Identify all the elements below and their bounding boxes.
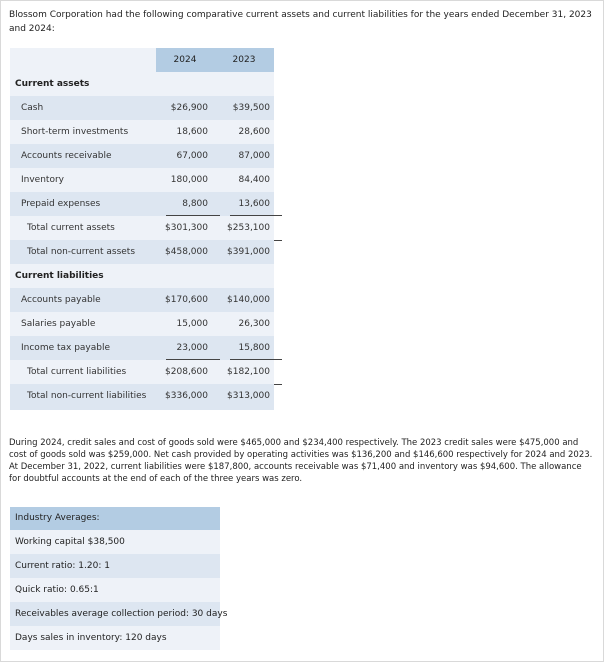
column-header-2023: 2023 (232, 55, 256, 65)
table-row-total-noncurrent-liabilities (10, 384, 274, 410)
table-row-total-current-liabilities (10, 360, 274, 384)
section-title-current-liabilities: Current liabilities (15, 271, 104, 281)
value-2024: 23,000 (176, 343, 208, 353)
intro-text: Blossom Corporation had the following comparative current assets and current liabilities for the years ended December 31, 2023 and 2024: (9, 10, 592, 34)
row-label: Total non-current liabilities (27, 391, 147, 401)
value-2024: $26,900 (170, 103, 208, 113)
row-label: Inventory (21, 175, 64, 185)
industry-averages-header: Industry Averages: (10, 507, 220, 530)
table-row-accounts-payable (10, 288, 274, 312)
row-label: Salaries payable (21, 319, 96, 329)
table-row-short-term-investments (10, 120, 274, 144)
section-row-current-liabilities (10, 264, 274, 288)
row-label: Total current assets (27, 223, 115, 233)
value-2024: $301,300 (165, 223, 208, 233)
value-2024: 8,800 (182, 199, 208, 209)
balance-table (10, 48, 274, 410)
list-item: Quick ratio: 0.65:1 (10, 578, 220, 602)
column-header-2024: 2024 (173, 55, 197, 65)
value-2023: 13,600 (238, 199, 270, 209)
industry-averages-table (10, 507, 228, 650)
value-2023: 87,000 (238, 151, 270, 161)
value-2023: $253,100 (227, 223, 270, 233)
table-row-accounts-receivable (10, 144, 274, 168)
row-label: Short-term investments (21, 127, 129, 137)
row-label: Cash (21, 103, 44, 113)
value-2024: 18,600 (176, 127, 208, 137)
value-2024: $208,600 (165, 367, 208, 377)
table-row-income-tax-payable (10, 336, 274, 360)
list-item: Working capital $38,500 (10, 530, 220, 554)
row-label: Total current liabilities (27, 367, 127, 377)
row-label: Total non-current assets (27, 247, 136, 257)
list-item: Days sales in inventory: 120 days (10, 626, 220, 650)
value-2024: 15,000 (176, 319, 208, 329)
value-2023: 15,800 (238, 343, 270, 353)
value-2024: $336,000 (165, 391, 208, 401)
value-2024: 67,000 (176, 151, 208, 161)
table-row-total-current-assets (10, 216, 274, 240)
value-2024: 180,000 (170, 175, 208, 185)
table-row-total-noncurrent-assets (10, 240, 274, 264)
value-2023: $391,000 (227, 247, 270, 257)
scenario-paragraph: During 2024, credit sales and cost of goods sold were $465,000 and $234,400 respectively. The 2023 credit sales were $475,000 and cost of goods sold was $259,000. Net cash provided by operating activities was $136,200 and $146,600 respectively for 2024 and 2023. At December 31, 2022, current liabilities were $187,800, accounts receivable was $71,400 and inventory was $94,600. The allowance for doubtful accounts at the end of each of the three years was zero. (9, 438, 593, 484)
section-title-current-assets: Current assets (15, 79, 90, 89)
value-2023: 84,400 (238, 175, 270, 185)
table-row-prepaid-expenses (10, 192, 274, 216)
value-2023: 26,300 (238, 319, 270, 329)
row-label: Accounts receivable (21, 151, 112, 161)
value-2023: $140,000 (227, 295, 270, 305)
table-row-cash (10, 96, 274, 120)
row-label: Accounts payable (21, 295, 101, 305)
table-row-salaries-payable (10, 312, 274, 336)
row-label: Income tax payable (21, 343, 111, 353)
value-2024: $458,000 (165, 247, 208, 257)
list-item: Current ratio: 1.20: 1 (10, 554, 220, 578)
value-2024: $170,600 (165, 295, 208, 305)
section-row-current-assets (10, 72, 274, 96)
table-row-inventory (10, 168, 274, 192)
list-item: Receivables average collection period: 30 days (10, 602, 220, 626)
value-2023: $313,000 (227, 391, 270, 401)
row-label: Prepaid expenses (21, 199, 101, 209)
value-2023: 28,600 (238, 127, 270, 137)
value-2023: $182,100 (227, 367, 270, 377)
value-2023: $39,500 (232, 103, 270, 113)
table-header (10, 48, 274, 72)
